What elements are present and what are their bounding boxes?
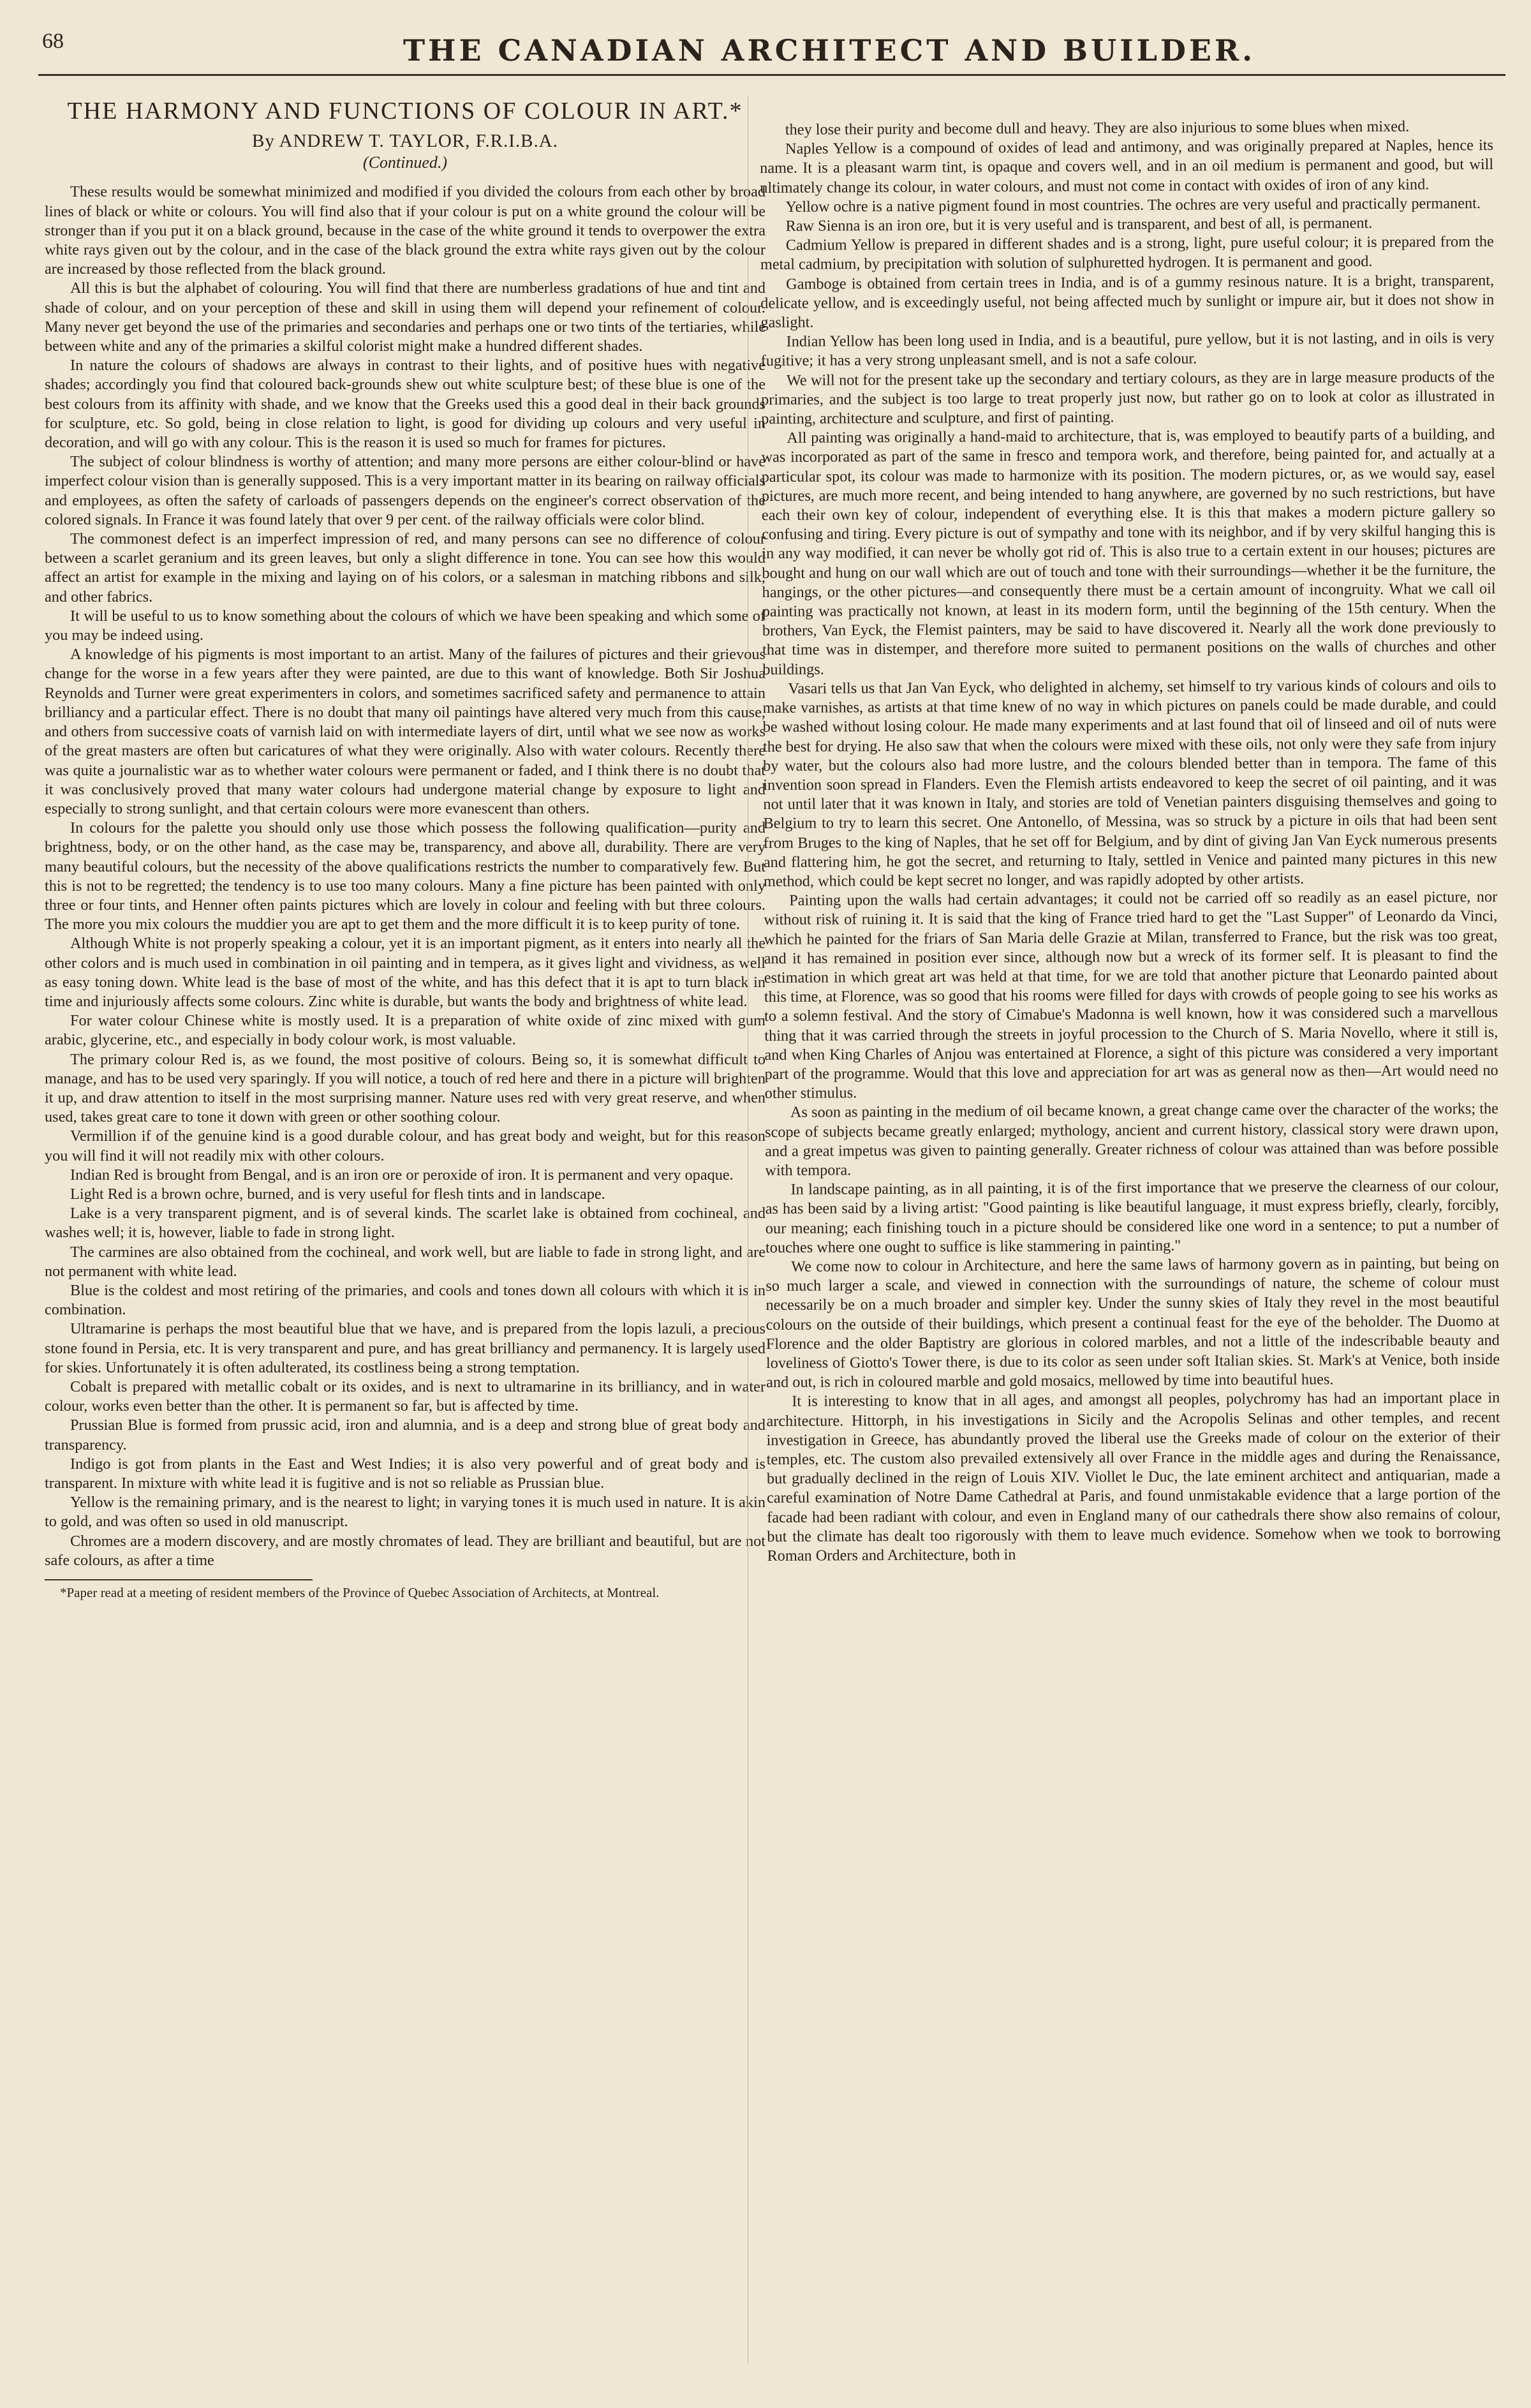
left-column-paragraph: Indigo is got from plants in the East and West Indies; it is also very powerful and of great body and is transparent. In mixture with white lead it is fugitive and is not so reliable as Prussian blue. xyxy=(45,1455,766,1492)
right-column-paragraph: We come now to colour in Architecture, and here the same laws of harmony govern as in painting, but being on so much larger a scale, and viewed in connection with the surroundings of nature, the scheme of colour must necessarily be on a much broader and simpler key. Under the sunny skies of Italy they revel in the most beautiful colours on the outside of their buildings, which present a continual feast for the eye of the beholder. The Duomo at Florence and the older Baptistry are glorious in colored marbles, and not a little of the indescribable beauty and loveliness of Giotto's Tower there, is due to its color as seen under soft Italian skies. St. Mark's at Venice, both inside and out, is rich in coloured marble and gold mosaics, mellowed by time into beautiful hues. xyxy=(766,1254,1500,1392)
right-column-paragraph: We will not for the present take up the secondary and tertiary colours, as they are in large measure products of the primaries, and the subject is too large to treat properly just now, but rather go on to look at color as illustrated in painting, architecture and sculpture, and first of painting. xyxy=(760,368,1495,428)
left-column-paragraph: Blue is the coldest and most retiring of the primaries, and cools and tones down all colours with which it is in combination. xyxy=(45,1281,766,1319)
article-byline: By ANDREW T. TAYLOR, F.R.I.B.A. xyxy=(252,131,558,151)
right-column xyxy=(760,117,1505,2372)
right-column-paragraph: Yellow ochre is a native pigment found in most countries. The ochres are very useful and practically permanent. xyxy=(785,194,1481,216)
right-column-paragraph: Cadmium Yellow is prepared in different shades and is a strong, light, pure useful colour; it is prepared from the metal cadmium, by precipitation with solution of sulphuretted hydrogen. It is permanent and good. xyxy=(760,233,1494,274)
left-column-paragraph: These results would be somewhat minimized and modified if you divided the colours from each other by broad lines of black or white or colours. You will find also that if your colour is put on a white ground the colour will be stronger than if you put it on a black ground, because in the case of the white ground it tends to overpower the extra white rays given out by the colour, and in the case of the black ground the extra white rays given out by the colour are increased by those reflected from the black ground. xyxy=(45,183,766,278)
left-column-paragraph: Lake is a very transparent pigment, and is of several kinds. The scarlet lake is obtained from cochineal, and washes well; it is, however, liable to fade in strong light. xyxy=(45,1205,766,1242)
left-column-paragraph: Cobalt is prepared with metallic cobalt or its oxides, and is next to ultramarine in its brilliancy, and in water colour, works even better than the other. It is permanent so far, but is affected by time. xyxy=(45,1378,766,1415)
footnote: *Paper read at a meeting of resident members of the Province of Quebec Association of Architects, at Montreal. xyxy=(60,1585,660,1601)
right-column-paragraph: Painting upon the walls had certain advantages; it could not be carried off so readily as an easel picture, nor without risk of ruining it. It is said that the king of France tried hard to get the "Last Supper" of Leonardo da Vinci, which he painted for the friars of San Maria delle Grazie at Milan, transferred to France, but the risk was too great, and it has remained in position ever since, although now but a wreck of its former self. It is pleasant to find the estimation in which great art was held at that time, for we are told that another picture that Leonardo painted about this time, at Florence, was so good that his rooms were filled for days with crowds of people going to see his works as to a solemn festival. And the story of Cimabue's Madonna is well known, how it was considered such a marvellous thing that it was carried through the streets in joyful procession to the Church of S. Maria Novello, where it still is, and when King Charles of Anjou was entertained at Florence, a sight of this picture was considered a very important part of the programme. Would that this love and appreciation for art was as general now as then—Art would need no other stimulus. xyxy=(764,888,1498,1103)
left-column-paragraph: In colours for the palette you should only use those which possess the following qualification—purity and brightness, body, or on the other hand, as the case may be, transparency, and above all, durability. There are very many beautiful colours, but the necessity of the above qualifications restricts the number to comparatively few. But this is not to be regretted; the tendency is to use too many colours. Many a fine picture has been painted with only three or four tints, and Henner often paints pictures which are lovely in colour and feeling with but three colours. The more you mix colours the muddier you are apt to get them and the more difficult it is to keep purity of tone. xyxy=(45,819,766,933)
left-column-paragraph: The primary colour Red is, as we found, the most positive of colours. Being so, it is somewhat difficult to manage, and has to be used very sparingly. If you will notice, a touch of red here and there in a picture will brighten it up, and draw attention to itself in the most surprising manner. Nature uses red with very great reserve, and when used, takes great care to tone it down with green or other soothing colour. xyxy=(45,1050,766,1126)
page-number: 68 xyxy=(42,29,64,53)
right-column-paragraph: All painting was originally a hand-maid to architecture, that is, was employed to beautify parts of a building, and was incorporated as part of the same in fresco and tempora work, and therefore, being painted for, and actually at a particular spot, its colour was made to harmonize with its position. The modern pictures, or, as we would say, easel pictures, are much more recent, and being intended to hang anywhere, are governed by no such restrictions, but have each their own key of colour, independent of everything else. It is this that makes a modern picture gallery so confusing and tiring. Every picture is out of sympathy and tone with its neighbor, and if by very skilful hanging this is in any way modified, it can never be wholly got rid of. This is also true to a certain extent in our houses; pictures are bought and hung on our wall which are out of touch and tone with their surroundings—whether it be the furniture, the hangings, or the other pictures—and consequently there must be a certain amount of incongruity. What we call oil painting was practically not known, at least in its modern form, until the beginning of the 15th century. When the brothers, Van Eyck, the Flemist painters, may be said to have discovered it. Nearly all the work done previously to that time was in distemper, and therefore more suited to permanent positions on the walls of churches and other buildings. xyxy=(761,426,1497,678)
right-column-paragraph: Vasari tells us that Jan Van Eyck, who delighted in alchemy, set himself to try various kinds of colours and oils to make varnishes, as artists at that time knew of no way in which pictures on panels could be made durable, and could be washed without losing colour. He made many experiments and at last found that oil of linseed and oil of nuts were the best for drying. He also saw that when the colours were mixed with these oils, not only were they safe from injury by water, but the colours also had more lustre, and the colours blended better than in tempora. The fame of this invention soon spread in Flanders. Even the Flemish artists endeavored to keep the secret of oil painting, and it was not until later that it was known in Italy, and stories are told of Venetian painters disguising themselves and going to Belgium to try to learn this secret. One Antonello, of Messina, was so struck by a picture in oils that had been sent from Bruges to the king of Naples, that he set off for Belgium, and by dint of giving Jan Van Eyck numerous presents and flattering him, he got the secret, and returning to Italy, settled in Venice and painted many pictures in this new method, which could be kept secret no longer, and was rapidly adopted by other artists. xyxy=(762,676,1497,890)
right-column-paragraph: It is interesting to know that in all ages, and amongst all peoples, polychromy has had an important place in architecture. Hittorph, in his investigations in Sicily and the Acropolis Selinas and other temples, and recent investigation in Greece, has abundantly proved the liberal use the Greeks made of colour on the exterior of their temples, etc. The custom also prevailed extensively all over France in the middle ages and during the Renaissance, but gradually declined in the reign of Louis XIV. Viollet le Duc, the late eminent architect and antiquarian, made a careful examination of Notre Dame Cathedral at Paris, and found unmistakable evidence that a large portion of the facade had been radiant with colour, and even in England many of our cathedrals there show also remains of colour, but the climate has dealt too rigorously with them to leave much evidence. Somehow when we took to borrowing Roman Orders and Architecture, both in xyxy=(766,1389,1501,1565)
left-column-paragraph: Although White is not properly speaking a colour, yet it is an important pigment, as it enters into nearly all the other colors and is much used in combination in oil painting and in tempera, as it gives light and vividness, as well as easy toning down. White lead is the base of most of the white, and has this defect that it is apt to turn black in time and injuriously affects some colours. Zinc white is durable, but wants the body and brightness of white lead. xyxy=(45,935,766,1010)
right-column-body xyxy=(760,117,1501,1566)
left-column-paragraph: For water colour Chinese white is mostly used. It is a preparation of white oxide of zinc mixed with gum arabic, glycerine, etc., and especially in body colour work, is most valuable. xyxy=(45,1012,766,1049)
left-column-paragraph: Indian Red is brought from Bengal, and is an iron ore or peroxide of iron. It is permanent and very opaque. xyxy=(70,1166,734,1184)
journal-title: THE CANADIAN ARCHITECT AND BUILDER. xyxy=(403,33,1256,68)
header-rule xyxy=(38,74,1505,76)
right-column-paragraph: Raw Sienna is an iron ore, but it is very useful and is transparent, and best of all, is permanent. xyxy=(785,214,1373,235)
left-column-paragraph: Light Red is a brown ochre, burned, and is very useful for flesh tints and in landscape. xyxy=(70,1185,605,1203)
left-column-paragraph: The subject of colour blindness is worthy of attention; and many more persons are either colour-blind or have imperfect colour vision than is generally supposed. This is a very important matter in its bearing on railway officials and employees, as often the safety of carloads of passengers depends on the engineer's correct observation of the colored signals. In France it was found lately that over 9 per cent. of the railway officials were color blind. xyxy=(45,453,766,528)
left-column xyxy=(45,96,766,2370)
left-column-paragraph: Chromes are a modern discovery, and are mostly chromates of lead. They are brilliant and beautiful, but are not safe colours, as after a time xyxy=(45,1532,766,1569)
right-column-paragraph: Gamboge is obtained from certain trees in India, and is of a gummy resinous nature. It is a bright, transparent, delicate yellow, and is exceedingly useful, not being affected much by sunlight or impure air, but it does not show in gaslight. xyxy=(760,271,1495,332)
left-column-body xyxy=(45,182,766,1570)
left-column-paragraph: It will be useful to us to know something about the colours of which we have been speaking and which some of you may be indeed using. xyxy=(45,607,766,644)
right-column-paragraph: Naples Yellow is a compound of oxides of lead and antimony, and was originally prepared at Naples, hence its name. It is a pleasant warm tint, is opaque and covers well, and in an oil medium is permanent and good, but will ultimately change its colour, in water colours, and must not come in contact with oxides of iron of any kind. xyxy=(760,137,1494,197)
left-column-paragraph: In nature the colours of shadows are always in contrast to their lights, and of positive hues with negative shades; accordingly you find that coloured back-grounds shew out white sculpture best; of these blue is one of the best colours from its affinity with shade, and we know that the Greeks used this a good deal in their back grounds for sculpture, etc. So gold, being in close relation to light, is good for dividing up colours and very useful in decoration, and will go with any colour. This is the reason it is used so much for frames for pictures. xyxy=(45,357,766,452)
left-column-paragraph: Ultramarine is perhaps the most beautiful blue that we have, and is prepared from the lopis lazuli, a precious stone found in Persia, etc. It is very transparent and pure, and has great brilliancy and permanency. It is largely used for skies. Unfortunately it is often adulterated, its costliness being a strong temptation. xyxy=(45,1320,766,1376)
article-title: THE HARMONY AND FUNCTIONS OF COLOUR IN ART.* xyxy=(67,98,743,124)
continued-note: (Continued.) xyxy=(362,153,448,172)
right-column-paragraph: Indian Yellow has been long used in India, and is a beautiful, pure yellow, but it is not lasting, and in oils is very fugitive; it has a very strong unpleasant smell, and is not a safe colour. xyxy=(760,329,1495,370)
left-column-paragraph: Prussian Blue is formed from prussic acid, iron and alumnia, and is a deep and strong blue of great body and transparency. xyxy=(45,1416,766,1453)
left-column-paragraph: Vermillion if of the genuine kind is a good durable colour, and has great body and weight, but for this reason you will find it will not readily mix with other colours. xyxy=(45,1127,766,1164)
left-column-paragraph: All this is but the alphabet of colouring. You will find that there are numberless gradations of hue and tint and shade of colour, and on your perception of these and skill in using them will depend your refinement of colour. Many never get beyond the use of the primaries and secondaries and perhaps one or two tints of the tertiaries, while between white and any of the primaries a skilful colorist might make a hundred different shades. xyxy=(45,279,766,355)
footnote-rule xyxy=(45,1579,313,1580)
right-column-paragraph: they lose their purity and become dull and heavy. They are also injurious to some blues when mixed. xyxy=(785,117,1410,138)
right-column-paragraph: As soon as painting in the medium of oil became known, a great change came over the character of the works; the scope of subjects became greatly enlarged; mythology, ancient and current history, classical story were drawn upon, and a great impetus was given to painting generally. Greater richness of colour was attained than was before possible with tempora. xyxy=(765,1100,1499,1179)
left-column-paragraph: Yellow is the remaining primary, and is the nearest to light; in varying tones it is much used in nature. It is akin to gold, and was often so used in old manuscript. xyxy=(45,1494,766,1531)
right-column-paragraph: In landscape painting, as in all painting, it is of the first importance that we preserve the clearness of our colour, as has been said by a living artist: "Good painting is like beautiful language, it must express briefly, clearly, forcibly, our meaning; each finishing touch in a picture should be considered like one word in a sentence; to put a number of touches where one ought to suffice is like stammering in painting." xyxy=(765,1177,1499,1256)
left-column-paragraph: The carmines are also obtained from the cochineal, and work well, but are liable to fade in strong light, and are not permanent with white lead. xyxy=(45,1243,766,1280)
left-column-paragraph: A knowledge of his pigments is most important to an artist. Many of the failures of pictures and their grievous change for the worse in a few years after they were painted, are due to this want of knowledge. Both Sir Joshua Reynolds and Turner were great experimenters in colors, and sometimes sacrificed safety and permanence to attain brilliancy and a particular effect. There is no doubt that many oil paintings have altered very much from this cause, and others from successive coats of varnish laid on with intermediate layers of dirt, until what we see now as works of the great masters are often but caricatures of what they were originally. Also with water colours. Recently there was quite a journalistic war as to whether water colours were permanent or faded, and I think there is no doubt that it was conclusively proved that many water colours had undergone material change by exposure to light and especially to strong sunlight, and that certain colours were more evanescent than others. xyxy=(45,646,766,817)
left-column-paragraph: The commonest defect is an imperfect impression of red, and many persons can see no difference of colour between a scarlet geranium and its green leaves, but only a slight difference in tone. You can see how this would affect an artist for example in the mixing and laying on of his colors, or a salesman in matching ribbons and silk, and other fabrics. xyxy=(45,530,766,606)
